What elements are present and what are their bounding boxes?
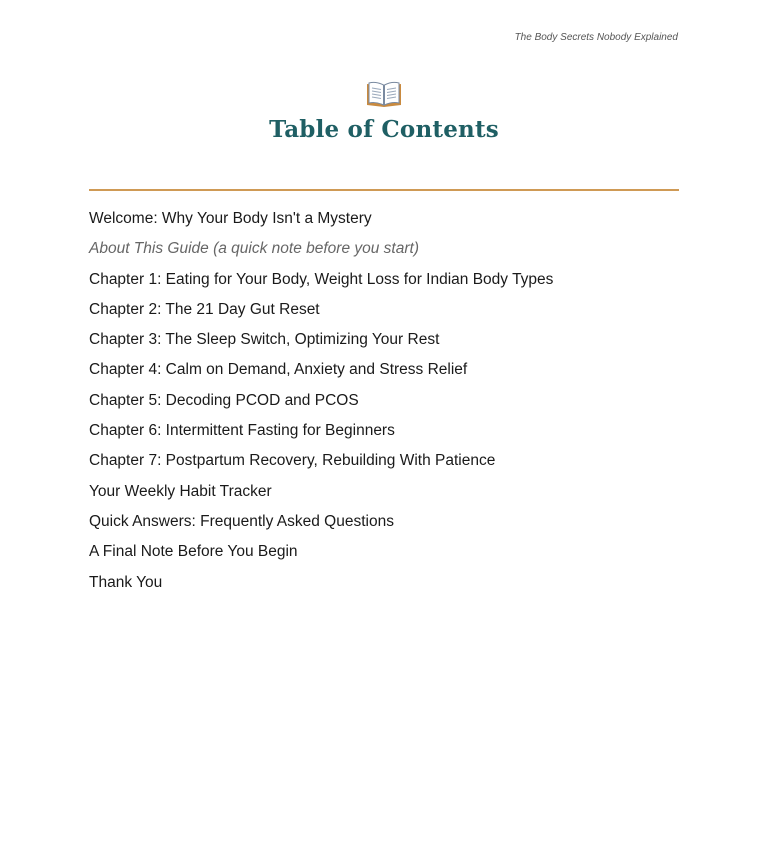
running-header: The Body Secrets Nobody Explained (514, 32, 678, 43)
toc-list (89, 207, 689, 601)
toc-entry-faq[interactable]: Quick Answers: Frequently Asked Questions (89, 512, 394, 530)
toc-entry-chapter-3[interactable]: Chapter 3: The Sleep Switch, Optimizing Your Rest (89, 331, 440, 349)
page-title: Table of Contents (269, 116, 499, 143)
toc-entry-chapter-1[interactable]: Chapter 1: Eating for Your Body, Weight Loss for Indian Body Types (89, 270, 554, 288)
title-divider (89, 189, 679, 191)
toc-entry-habit-tracker[interactable]: Your Weekly Habit Tracker (89, 482, 272, 500)
toc-entry-chapter-5[interactable]: Chapter 5: Decoding PCOD and PCOS (89, 391, 359, 409)
toc-entry-final-note[interactable]: A Final Note Before You Begin (89, 543, 298, 561)
open-book-icon (365, 80, 403, 108)
toc-entry-about-guide[interactable]: About This Guide (a quick note before you start) (89, 240, 419, 258)
toc-entry-welcome[interactable]: Welcome: Why Your Body Isn't a Mystery (89, 210, 372, 227)
toc-entry-chapter-6[interactable]: Chapter 6: Intermittent Fasting for Beginners (89, 422, 395, 440)
toc-entry-thank-you[interactable]: Thank You (89, 573, 163, 591)
toc-entry-chapter-7[interactable]: Chapter 7: Postpartum Recovery, Rebuilding With Patience (89, 452, 496, 470)
toc-entry-chapter-4[interactable]: Chapter 4: Calm on Demand, Anxiety and Stress Relief (89, 361, 468, 379)
toc-entry-chapter-2[interactable]: Chapter 2: The 21 Day Gut Reset (89, 300, 320, 318)
